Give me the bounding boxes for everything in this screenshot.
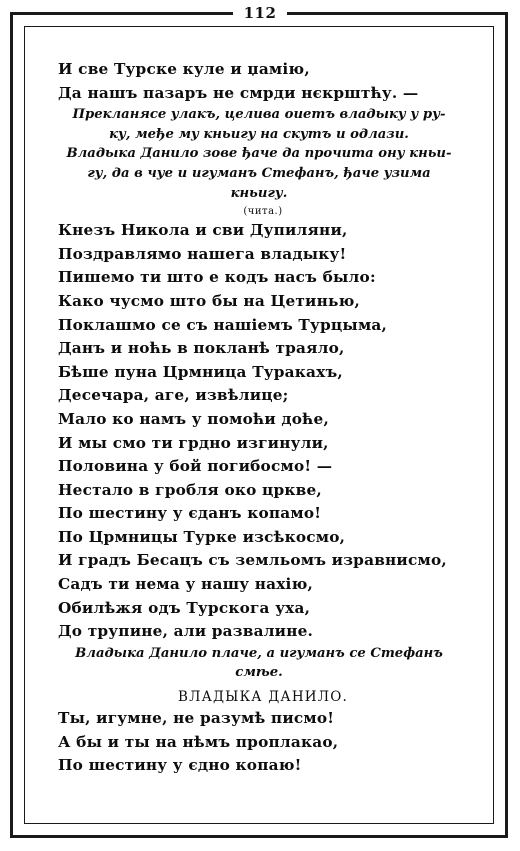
verse-line: По шестину у єдно копаю!: [58, 756, 302, 775]
verse-line: По шестину у єданъ копамо!: [58, 504, 322, 523]
verse-line: Мало ко намъ у помоћи доће,: [58, 409, 329, 428]
speaker-heading: ВЛАДЫКА ДАНИЛО.: [177, 689, 348, 706]
verse-line: А бы и ты на нѣмъ проплакао,: [58, 732, 339, 751]
verse-line: Да нашъ пазаръ не смрди нєкрштћу. —: [58, 83, 419, 102]
page-text: [58, 58, 478, 778]
stage-line: Прекланясе улакъ, целива оиетъ владыку у ру-: [72, 107, 446, 123]
verse-line: Садъ ти нема у нашу нахію,: [58, 575, 313, 594]
verse-line: До трупине, али развалине.: [58, 622, 314, 641]
reading-note: (чита.): [243, 206, 283, 218]
stage-line: гу, да в чуе и игуманъ Стефанъ, ђаче узима: [87, 165, 431, 181]
verse-line: И градъ Бесацъ съ земльомъ изравнисмо,: [58, 551, 447, 570]
stage-line: кньигу.: [230, 185, 288, 201]
stage-direction-3: [58, 644, 478, 683]
verse-line: Поклашмо се съ нашіемъ Турцыма,: [58, 315, 388, 334]
verse-line: Како чусмо што бы на Цетинью,: [58, 291, 360, 310]
stage-direction-1: [58, 105, 478, 144]
verse-line: Бѣше пуна Црмница Туракахъ,: [58, 362, 343, 381]
verse-line: Нестало в гробля око цркве,: [58, 480, 322, 499]
stage-line: Владыка Данило зове ђаче да прочита ону кньи-: [66, 146, 452, 162]
verse-block-a: [58, 58, 478, 105]
verse-line: По Црмницы Турке изсѣкосмо,: [58, 527, 346, 546]
verse-line: И мы смо ти грдно изгинули,: [58, 433, 329, 452]
verse-line: Кнезъ Никола и сви Дупиляни,: [58, 221, 348, 240]
verse-line: Обилѣжя одъ Турскога уха,: [58, 598, 311, 617]
verse-block-c: [58, 707, 478, 778]
verse-line: Десечара, аге, извѣлице;: [58, 386, 289, 405]
stage-line: Владыка Данило плаче, а игуманъ се Стефанъ: [75, 645, 443, 661]
verse-block-b: [58, 219, 478, 644]
stage-line: смѣе.: [235, 665, 283, 681]
page-number: 112: [233, 4, 287, 24]
verse-line: Ты, игумне, не разумѣ писмо!: [58, 709, 335, 728]
verse-line: Поздравлямо нашега владыку!: [58, 244, 347, 263]
verse-line: Пишемо ти што е кодъ насъ было:: [58, 268, 376, 287]
stage-line: ку, међе му кньигу на скутъ и одлази.: [109, 126, 409, 142]
verse-line: И све Турске куле и џамію,: [58, 60, 310, 78]
verse-line: Половина у бой погибосмо! —: [58, 457, 333, 476]
stage-direction-2: [58, 144, 478, 203]
verse-line: Данъ и ноћь в покланѣ траяло,: [58, 339, 345, 358]
